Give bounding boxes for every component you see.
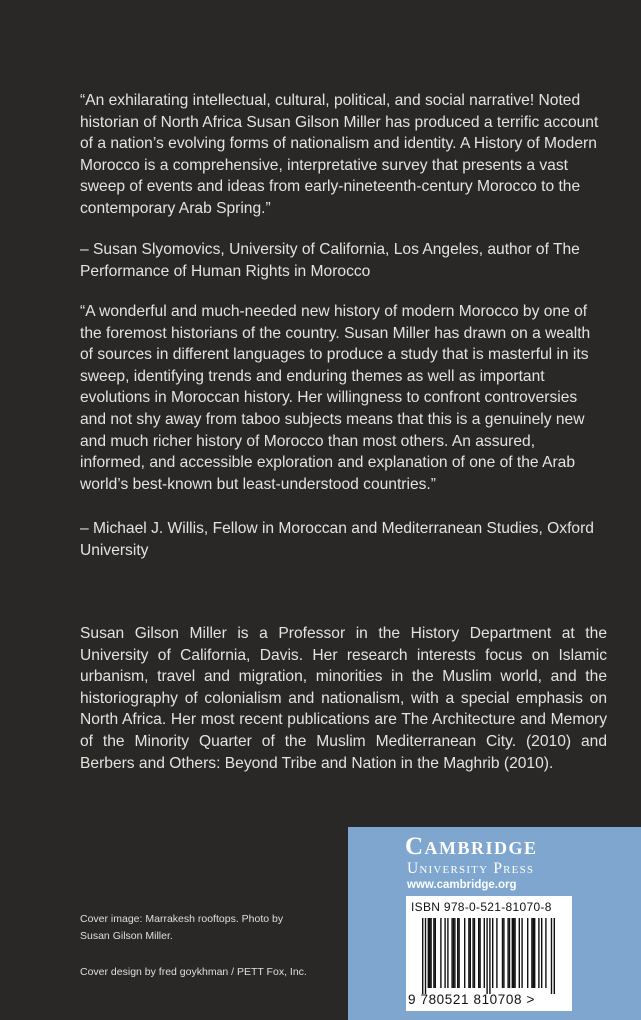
barcode-bar [545,918,546,988]
barcode-bar [533,918,534,988]
barcode-bar [457,918,458,988]
barcode-bar [425,918,426,994]
barcode-bar [507,918,508,988]
barcode-bar [541,918,542,988]
barcode-bar [521,918,522,988]
barcode-bar [527,918,528,988]
barcode-bar [478,918,479,988]
barcode-bar [514,918,515,988]
barcode-bar [538,918,539,988]
barcode-bar [513,918,514,988]
barcode-bar [531,918,532,988]
barcode-bar [502,918,503,988]
cover-image-credit: Cover image: Marrakesh rooftops. Photo by Susan Gilson Miller. [80,913,284,942]
praise-attribution-1: – Susan Slyomovics, University of California, Los Angeles, author of The Performance of Human Rights in Morocco [80,241,580,280]
barcode-bar [519,918,520,988]
publisher-name-line2: University Press [407,860,535,877]
barcode-bar [435,918,436,988]
barcode-panel [406,896,572,1011]
isbn-label: ISBN 978-0-521-81070-8 [411,900,552,914]
barcode-bar [496,918,497,988]
praise-quote-1: “An exhilarating intellectual, cultural, political, and social narrative! Noted historian of North Africa Susan Gilson Miller has produced a terrific account of a nation’s evolving forms of nationalism and identity. A History of Modern Morocco is a comprehensive, interpretative survey that presents a vast sweep of events and ideas from early-nineteenth-century Morocco to the contemporary Arab Spring.” [80,92,599,217]
barcode-bar [444,918,445,988]
barcode-bar [453,918,454,988]
barcode-bar [440,918,441,988]
barcode-bar [451,918,452,988]
barcode-bar [512,918,513,988]
cover-design-credit: Cover design by fred goykhman / PETT Fox, Inc. [80,966,307,978]
barcode-bar [489,918,490,994]
publisher-box [348,827,641,1020]
barcode-bar [534,918,535,988]
barcode-bar [484,918,485,988]
barcode-bar [464,918,465,988]
barcode-bar [458,918,459,988]
barcode-bar [554,918,555,994]
barcode-bar [486,918,487,994]
barcode-bar [433,918,434,988]
barcode-bar [474,918,475,988]
barcode-bar [492,918,493,988]
barcode-bar [428,918,429,988]
barcode-bar [447,918,448,988]
praise-quote-2: “A wonderful and much-needed new history of modern Morocco by one of the foremost historians of the country. Susan Miller has drawn on a wealth of sources in different languages to produce a study that is masterful in its sweep, identifying trends and enduring themes as well as important evolutions in Moroccan history. Her willingness to confront controversies and not shy away from taboo subjects means that this is a genuinely new and much richer history of Morocco than most others. An assured, informed, and accessible exploration and explanation of one of the Arab world’s best-known but least-understood countries.” [80,303,591,493]
barcode-bar [430,918,431,988]
publisher-url: www.cambridge.org [407,879,517,891]
publisher-logo [405,834,575,878]
barcode-bar [551,918,552,994]
barcode-bar [429,918,430,988]
barcode-bar [509,918,510,988]
barcode-bar [503,918,504,988]
barcode-bar [422,918,423,994]
author-bio: Susan Gilson Miller is a Professor in the History Department at the University of California, Davis. Her research interests focus on Islamic urbanism, travel and migration, minorities in the Muslim world, and the historiography of colonialism and nationalism, with a special emphasis on North Africa. Her most recent publications are The Architecture and Memory of the Minority Quarter of the Muslim Mediterranean City. (2010) and Berbers and Others: Beyond Tribe and Nation in the Maghrib (2010). [80,625,607,772]
barcode-digits: 9 780521 810708 > [408,992,535,1007]
praise-attribution-2: – Michael J. Willis, Fellow in Moroccan and Mediterranean Studies, Oxford University [80,520,594,559]
publisher-name-line1: Cambridge [405,833,538,860]
barcode-bar [468,918,469,988]
barcode-bar [472,918,473,988]
barcode-bar [454,918,455,988]
barcode-bar [470,918,471,988]
barcode-bar [479,918,480,988]
